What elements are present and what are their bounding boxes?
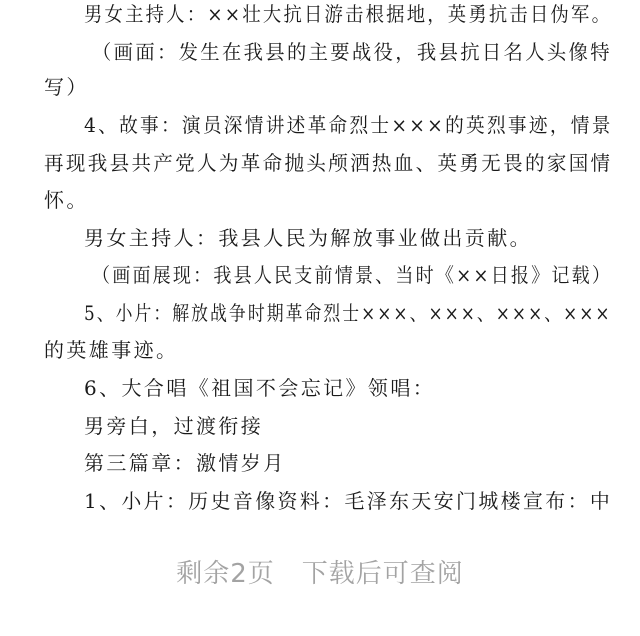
text-line-7: 男女主持人：我县人民为解放事业做出贡献。 bbox=[84, 226, 532, 250]
text-line-12: 男旁白，过渡衔接 bbox=[84, 414, 264, 438]
text-line-9: 5、小片：解放战争时期革命烈士×××、×××、×××、××× bbox=[84, 301, 612, 325]
text-line-3: 写） bbox=[44, 75, 89, 99]
text-line-2: （画面：发生在我县的主要战役，我县抗日名人头像特 bbox=[92, 40, 612, 64]
text-line-1: 男女主持人：××壮大抗日游击根据地，英勇抗击日伪军。 bbox=[84, 2, 613, 26]
remaining-pages-label[interactable]: 剩余2页 下载后可查阅 bbox=[176, 559, 464, 589]
text-line-13: 第三篇章：激情岁月 bbox=[84, 451, 286, 475]
text-line-5: 再现我县共产党人为革命抛头颅洒热血、英勇无畏的家国情 bbox=[44, 151, 613, 175]
text-line-14: 1、小片：历史音像资料：毛泽东天安门城楼宣布：中 bbox=[84, 489, 613, 513]
download-more-button[interactable] bbox=[0, 548, 640, 600]
text-line-6: 怀。 bbox=[44, 188, 89, 212]
text-line-10: 的英雄事迹。 bbox=[44, 338, 179, 362]
text-line-8: （画面展现：我县人民支前情景、当时《××日报》记载） bbox=[92, 263, 613, 287]
text-line-11: 6、大合唱《祖国不会忘记》领唱： bbox=[84, 376, 436, 400]
text-line-4: 4、故事：演员深情讲述革命烈士×××的英烈事迹，情景 bbox=[84, 113, 613, 137]
